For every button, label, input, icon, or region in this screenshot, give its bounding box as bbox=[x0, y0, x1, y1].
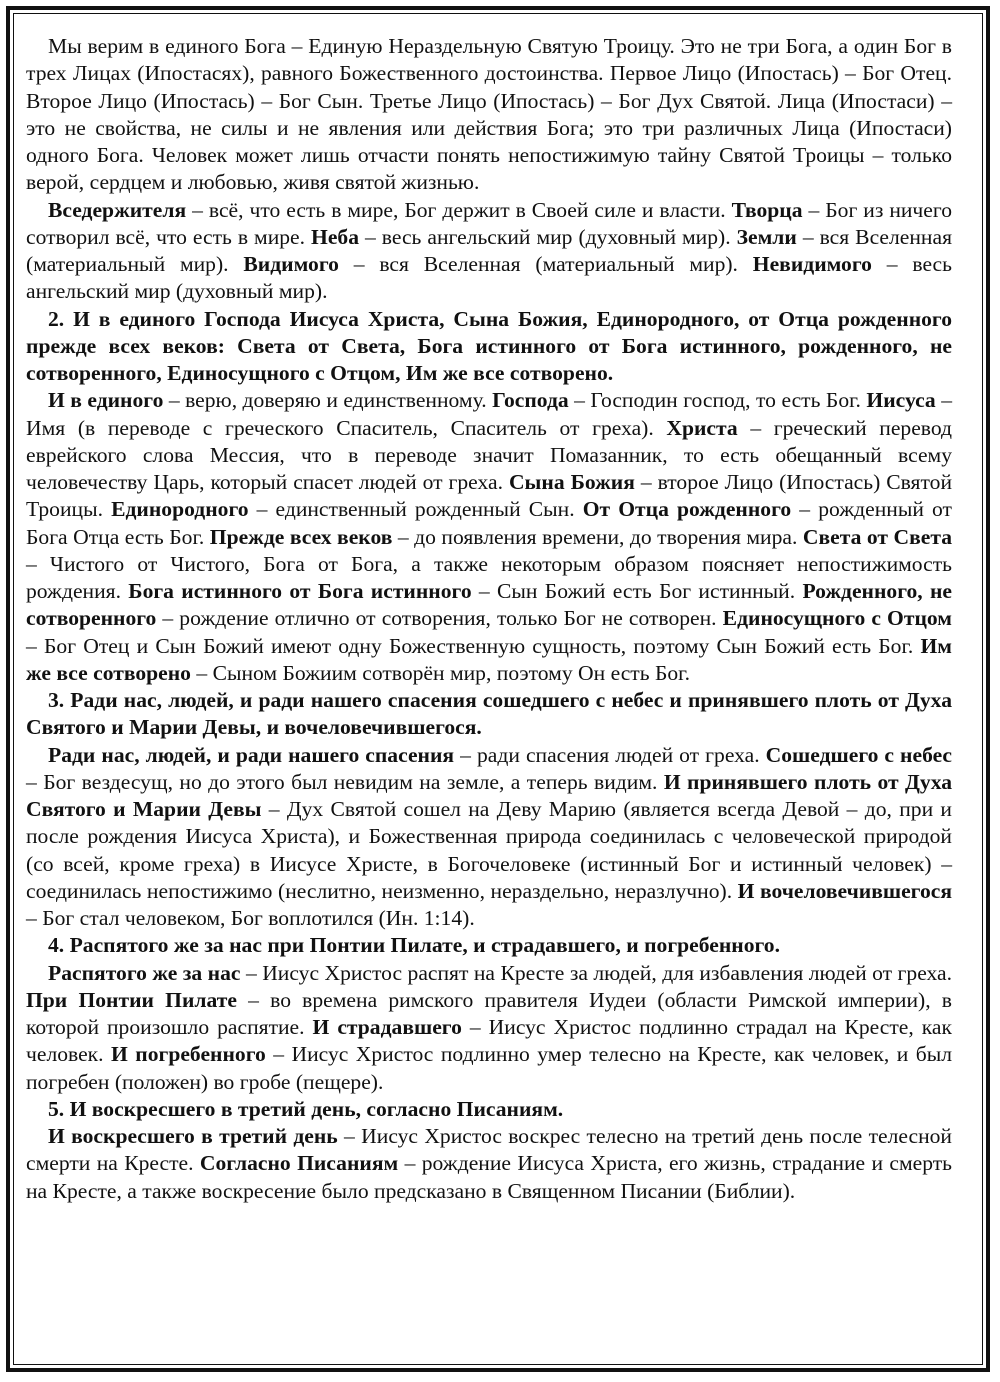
term-bold: Света от Света bbox=[802, 524, 952, 549]
term-explanation: – Иисус Христос воскрес телесно на третий день после телесной смерти на Кресте. bbox=[26, 1124, 952, 1176]
term-bold: Ради нас, людей, и ради нашего спасения bbox=[48, 742, 455, 767]
term-explanation: – всё, что есть в мире, Бог держит в Своей силе и власти. bbox=[186, 197, 732, 222]
term-explanation: – весь ангельский мир (духовный мир). bbox=[26, 252, 952, 304]
term-bold: И воскресшего в третий день bbox=[48, 1124, 338, 1148]
term-explanation: – Сын Божий есть Бог истинный. bbox=[471, 579, 803, 603]
term-explanation: – до появления времени, до творения мира. bbox=[392, 524, 803, 549]
paragraph-almighty bbox=[26, 197, 952, 306]
term-explanation: – Чистого от Чистого, Бога от Бога, а также некоторым образом поясняет непостижимость рождения. bbox=[26, 551, 952, 603]
term-bold: Единосущного с Отцом bbox=[722, 606, 952, 631]
term-bold: Иисуса bbox=[866, 388, 936, 413]
term-bold: Вседержителя bbox=[48, 197, 187, 222]
term-explanation: – рождение отлично от сотворения, только Бог не сотворен. bbox=[156, 606, 723, 631]
term-explanation: – Бог Отец и Сын Божий имеют одну Божественную сущность, поэтому Сын Божий есть Бог. bbox=[26, 633, 921, 658]
term-bold: Рожденного, не сотворенного bbox=[26, 579, 953, 631]
paragraph-article-2-commentary bbox=[26, 387, 952, 687]
term-explanation: – Иисус Христос подлинно умер телесно на Кресте, как человек, и был погребен (положен) во гробе (пещере). bbox=[26, 1042, 952, 1094]
term-explanation: – Дух Святой сошел на Деву Марию (является всегда Девой – до, при и после рождения Иисуса Христа), и Божественная природа соединилась с человеческой природой (со всей, кроме греха) в Иисусе Христе, в Богочеловеке (истинный Бог и истинный человек) – соединилась непостижимо (неслитно, неизменно, нераздельно, неразлучно). bbox=[26, 797, 952, 903]
document-body bbox=[26, 33, 952, 1205]
term-explanation: – Сыном Божиим сотворён мир, поэтому Он есть Бог. bbox=[190, 660, 690, 685]
term-bold: Сошедшего с небес bbox=[765, 742, 953, 767]
term-explanation: – Иисус Христос распят на Кресте за людей, для избавления людей от греха. bbox=[240, 960, 952, 985]
term-explanation: – ради спасения людей от греха. bbox=[454, 742, 766, 767]
term-explanation: – Бог стал человеком, Бог воплотился (Ин. 1:14). bbox=[26, 906, 475, 930]
term-explanation: – во времена римского правителя Иудеи (области Римской империи), в которой произошло распятие. bbox=[26, 987, 952, 1039]
term-explanation: – рождение Иисуса Христа, его жизнь, страдание и смерть на Кресте, а также воскресение было предсказано в Священном Писании (Библии). bbox=[26, 1151, 952, 1203]
term-explanation: – Иисус Христос подлинно страдал на Кресте, как человек. bbox=[26, 1015, 952, 1067]
term-bold: Видимого bbox=[243, 252, 339, 276]
term-bold: Земли bbox=[736, 224, 797, 249]
paragraph-article-5-commentary bbox=[26, 1123, 952, 1205]
term-bold: И вочеловечившегося bbox=[737, 878, 953, 903]
term-bold: Распятого же за нас bbox=[48, 960, 241, 985]
article-4-heading: 4. Распятого же за нас при Понтии Пилате, и страдавшего, и погребенного. bbox=[48, 933, 780, 958]
term-bold: И страдавшего bbox=[312, 1015, 462, 1039]
term-bold: Бога истинного от Бога истинного bbox=[128, 579, 472, 603]
article-3-heading: 3. Ради нас, людей, и ради нашего спасения сошедшего с небес и принявшего плоть от Духа Святого и Марии Девы, и вочеловечившегося. bbox=[26, 688, 952, 740]
term-bold: Господа bbox=[492, 388, 569, 413]
term-explanation: – второе Лицо (Ипостась) Святой Троицы. bbox=[26, 470, 952, 522]
term-explanation: – греческий перевод еврейского слова Мессия, что в переводе значит Помазанник, то есть обещанный всему человечеству Царь, который спасет людей от греха. bbox=[26, 415, 952, 494]
article-2-heading: 2. И в единого Господа Иисуса Христа, Сына Божия, Единородного, от Отца рожденного прежде всех веков: Света от Света, Бога истинного от Бога истинного, рожденного, не сотворенного, Единосущного с Отцом, Им же все сотворено. bbox=[26, 306, 952, 385]
term-bold: Творца bbox=[731, 197, 803, 222]
term-explanation: – Бог вездесущ, но до этого был невидим на земле, а теперь видим. bbox=[26, 769, 664, 794]
paragraph-article-3-commentary bbox=[26, 742, 952, 933]
article-5-heading: 5. И воскресшего в третий день, согласно Писаниям. bbox=[48, 1096, 564, 1121]
term-bold: Прежде всех веков bbox=[209, 524, 393, 549]
term-explanation: – рожденный от Бога Отца есть Бог. bbox=[26, 497, 952, 549]
term-bold: И в единого bbox=[48, 388, 164, 413]
paragraph-trinity: Мы верим в единого Бога – Единую Нераздельную Святую Троицу. Это не три Бога, а один Бог в трех Лицах (Ипостасях), равного Божественного достоинства. Первое Лицо (Ипостась) – Бог Отец. Второе Лицо (Ипостась) – Бог Сын. Третье Лицо (Ипостась) – Бог Дух Святой. Лица (Ипостаси) – это не свойства, не силы и не явления или действия Бога; это три различных Лица (Ипостаси) одного Бога. Человек может лишь отчасти понять непостижимую тайну Святой Троицы – только верой, сердцем и любовью, живя святой жизнью. bbox=[26, 34, 952, 195]
term-bold: Невидимого bbox=[752, 252, 872, 276]
term-bold: Согласно Писаниям bbox=[199, 1151, 399, 1176]
term-explanation: – Господин господ, то есть Бог. bbox=[568, 388, 867, 413]
term-bold: Христа bbox=[666, 415, 738, 440]
term-bold: Неба bbox=[311, 224, 360, 249]
term-bold: При Понтии Пилате bbox=[26, 987, 237, 1012]
term-bold: Единородного bbox=[111, 497, 249, 522]
term-explanation: – Имя (в переводе с греческого Спаситель, Спаситель от греха). bbox=[26, 388, 953, 440]
term-bold: От Отца рожденного bbox=[582, 497, 792, 522]
term-explanation: – верю, доверяю и единственному. bbox=[163, 388, 493, 413]
paragraph-article-4-commentary bbox=[26, 960, 952, 1096]
term-explanation: – вся Вселенная (материальный мир). bbox=[26, 224, 953, 276]
term-bold: Им же все сотворено bbox=[26, 633, 952, 685]
term-explanation: – единственный рожденный Сын. bbox=[248, 497, 583, 522]
term-explanation: – весь ангельский мир (духовный мир). bbox=[359, 224, 737, 249]
term-bold: Сына Божия bbox=[508, 470, 635, 494]
term-explanation: – вся Вселенная (материальный мир). bbox=[338, 252, 753, 276]
term-bold: И принявшего плоть от Духа Святого и Марии Девы bbox=[26, 769, 953, 821]
term-explanation: – Бог из ничего сотворил всё, что есть в мире. bbox=[26, 197, 952, 249]
term-bold: И погребенного bbox=[111, 1042, 266, 1067]
